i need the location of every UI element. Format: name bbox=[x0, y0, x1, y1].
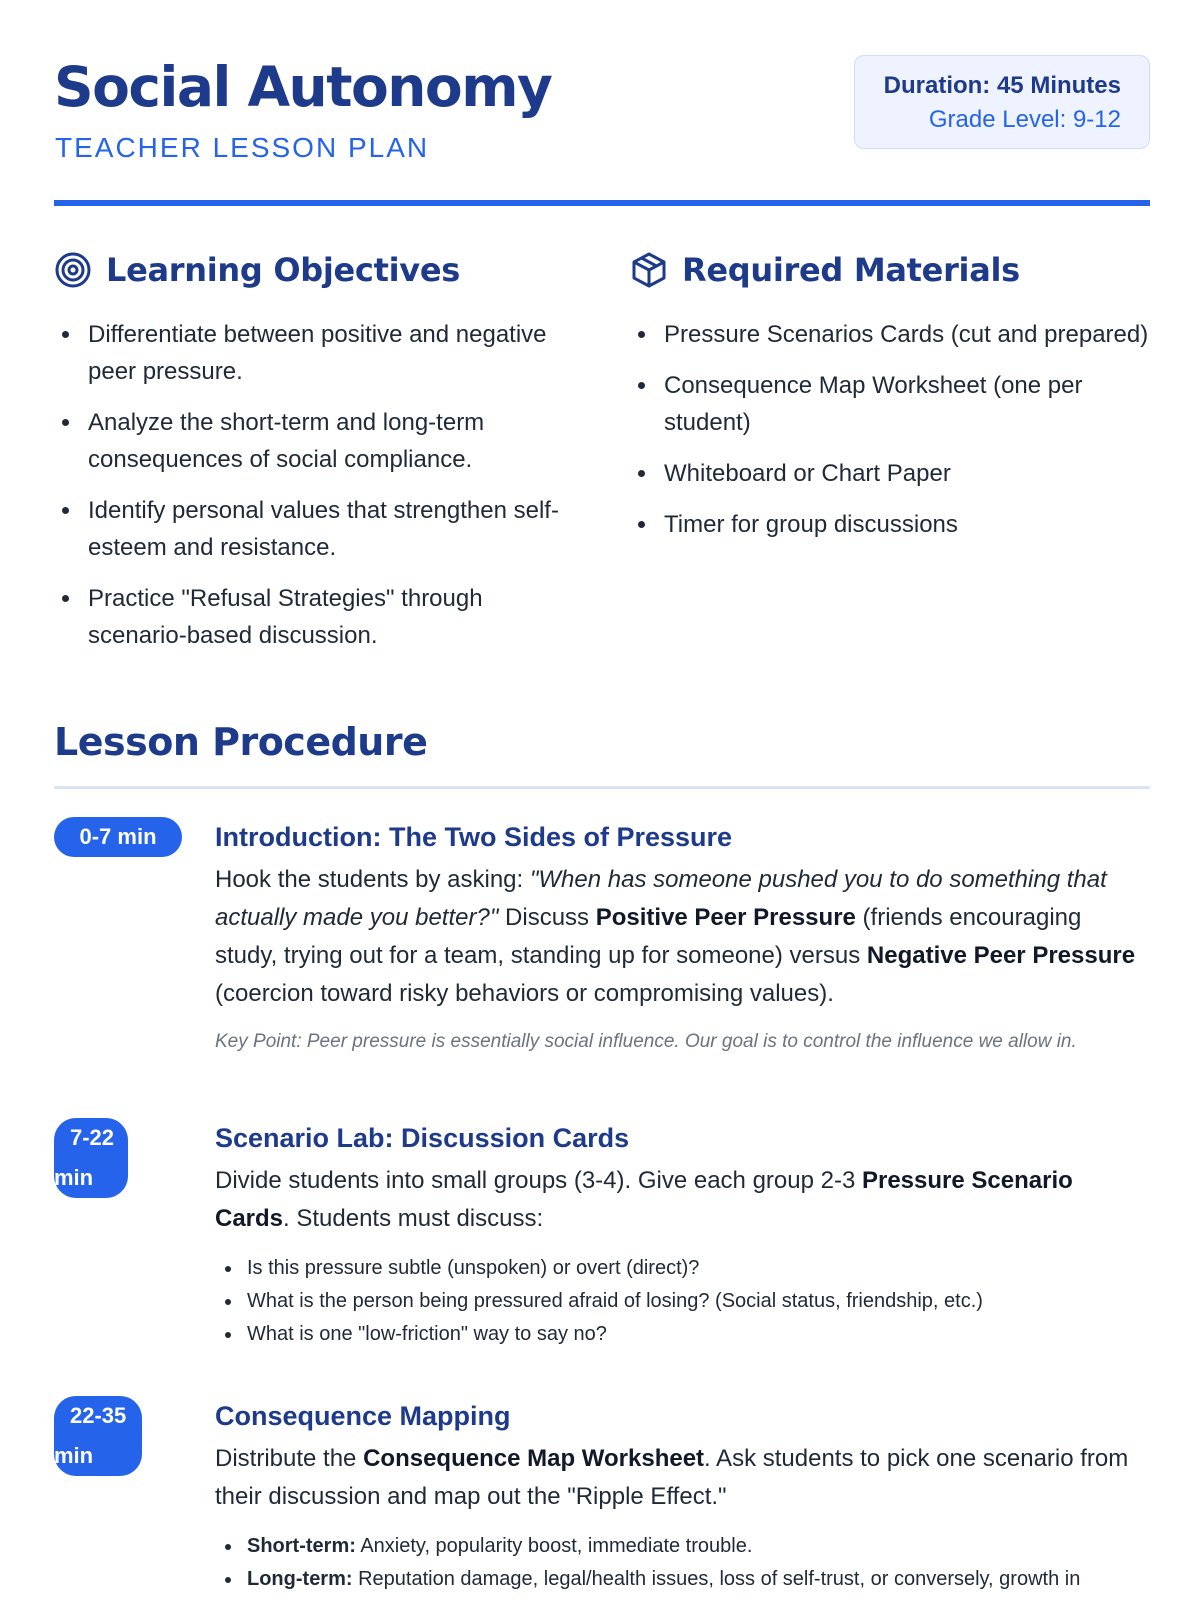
key-point-note: Key Point: Peer pressure is essentially social influence. Our goal is to control the influence we allow in. bbox=[215, 1031, 1077, 1052]
list-item: Identify personal values that strengthen self-esteem and resistance. bbox=[54, 492, 574, 566]
step-text: (friends encouraging study, trying out for a team, standing up for someone) versus bbox=[215, 904, 1082, 969]
step-text: . Ask students to pick one scenario from their discussion and map out the "Ripple Effect." bbox=[215, 1445, 1129, 1510]
step-text: Divide students into small groups (3-4). Give each group 2-3 bbox=[215, 1167, 862, 1194]
step-title: Introduction: The Two Sides of Pressure bbox=[215, 822, 733, 852]
list-item: Is this pressure subtle (unspoken) or overt (direct)? bbox=[215, 1252, 1150, 1285]
objectives-heading: Learning Objectives bbox=[106, 251, 460, 289]
list-item: Differentiate between positive and negative peer pressure. bbox=[54, 316, 574, 390]
time-badge-line: 22-35 bbox=[70, 1403, 127, 1428]
bold-term: Pressure Scenario Cards bbox=[215, 1167, 1073, 1232]
step-text: (coercion toward risky behaviors or compromising values). bbox=[215, 980, 834, 1007]
page-subtitle: TEACHER LESSON PLAN bbox=[55, 132, 430, 163]
list-item: What is one "low-friction" way to say no? bbox=[215, 1318, 1150, 1351]
time-badge-line: min bbox=[54, 1165, 94, 1190]
ripple-effect-list bbox=[215, 1530, 1150, 1596]
list-item: Whiteboard or Chart Paper bbox=[630, 455, 1150, 492]
step-title: Consequence Mapping bbox=[215, 1401, 511, 1431]
time-badge-line: min bbox=[54, 1443, 94, 1468]
list-item: Pressure Scenarios Cards (cut and prepared) bbox=[630, 316, 1150, 353]
objectives-list bbox=[54, 316, 574, 654]
discussion-questions-list bbox=[215, 1252, 1150, 1351]
required-materials-section bbox=[630, 248, 1150, 557]
bold-term: Positive Peer Pressure bbox=[595, 904, 856, 931]
bullet-label: Short-term: bbox=[247, 1535, 356, 1557]
bullet-text: Reputation damage, legal/health issues, loss of self-trust, or conversely, growth in bbox=[352, 1568, 1081, 1590]
list-item: Consequence Map Worksheet (one per student) bbox=[630, 367, 1150, 441]
step-title: Scenario Lab: Discussion Cards bbox=[215, 1123, 630, 1153]
target-icon bbox=[54, 251, 92, 289]
time-badge-line: 7-22 bbox=[70, 1125, 115, 1150]
learning-objectives-section bbox=[54, 248, 574, 668]
step-description bbox=[215, 861, 1150, 1013]
step-body bbox=[215, 1118, 1150, 1351]
time-badge bbox=[54, 1118, 128, 1198]
step-text: Discuss bbox=[498, 904, 596, 931]
step-body bbox=[215, 817, 1150, 1055]
bold-term: Consequence Map Worksheet bbox=[363, 1445, 705, 1472]
step-text: Distribute the bbox=[215, 1445, 364, 1472]
list-item: Timer for group discussions bbox=[630, 506, 1150, 543]
header-divider bbox=[54, 200, 1150, 206]
procedure-divider bbox=[54, 786, 1150, 789]
hook-question: "When has someone pushed you to do something that actually made you better?" bbox=[215, 866, 1107, 931]
objectives-heading-row bbox=[54, 248, 574, 292]
bullet-text: Anxiety, popularity boost, immediate trouble. bbox=[355, 1535, 753, 1557]
step-body bbox=[215, 1396, 1150, 1596]
step-description bbox=[215, 1440, 1150, 1516]
step-text: Hook the students by asking: bbox=[215, 866, 530, 893]
time-badge bbox=[54, 1396, 142, 1476]
page-header bbox=[54, 52, 1150, 207]
list-item bbox=[215, 1530, 1150, 1563]
materials-heading: Required Materials bbox=[682, 251, 1020, 289]
list-item bbox=[215, 1563, 1150, 1596]
step-text: . Students must discuss: bbox=[283, 1205, 544, 1232]
time-badge: 0-7 min bbox=[54, 817, 182, 857]
list-item: Practice "Refusal Strategies" through scenario-based discussion. bbox=[54, 580, 574, 654]
list-item: What is the person being pressured afraid of losing? (Social status, friendship, etc.) bbox=[215, 1285, 1150, 1318]
page-title: Social Autonomy bbox=[54, 55, 552, 119]
procedure-heading: Lesson Procedure bbox=[54, 720, 428, 764]
duration-label: Duration: 45 Minutes bbox=[883, 72, 1121, 99]
lesson-meta-box bbox=[854, 55, 1150, 149]
step-description bbox=[215, 1162, 1150, 1238]
box-icon bbox=[630, 251, 668, 289]
bullet-label: Long-term: bbox=[247, 1568, 353, 1590]
bold-term: Negative Peer Pressure bbox=[866, 942, 1136, 969]
materials-heading-row bbox=[630, 248, 1150, 292]
list-item: Analyze the short-term and long-term consequences of social compliance. bbox=[54, 404, 574, 478]
materials-list bbox=[630, 316, 1150, 543]
grade-level-label: Grade Level: 9-12 bbox=[928, 106, 1121, 133]
